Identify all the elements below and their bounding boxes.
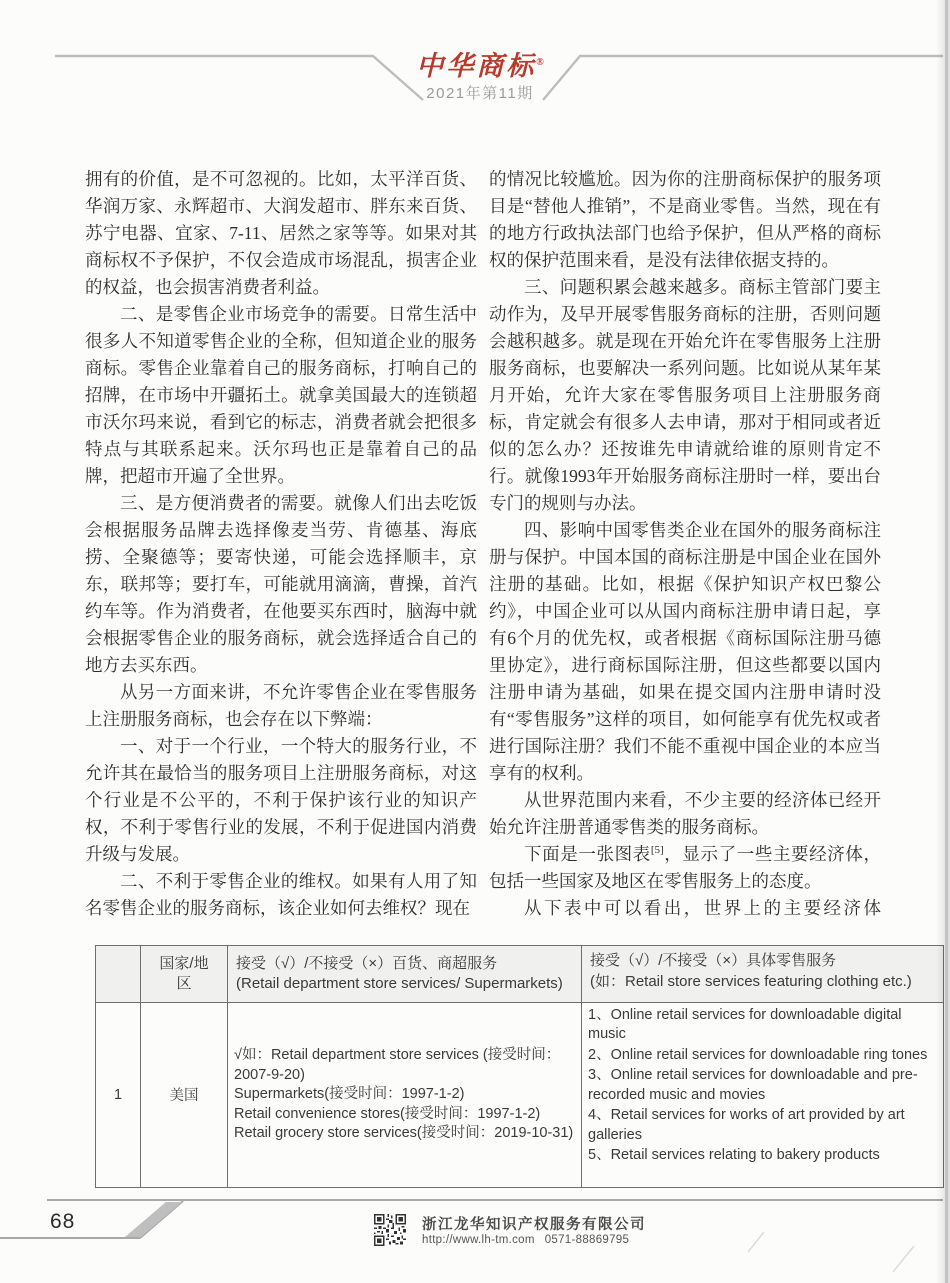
header-dept-line2: (Retail department store services/ Supermarkets) — [236, 974, 563, 992]
row-index-cell: 1 — [96, 1002, 141, 1187]
table-header-row — [96, 946, 944, 1003]
paragraph-text: ，显示了一些主要经济体，包括一些国家及地区在零售服务上的态度。 — [489, 844, 882, 891]
row-dept-cell — [228, 1002, 582, 1187]
header-specific-cell — [582, 946, 944, 1003]
body-paragraph: 二、不利于零售企业的维权。如果有人用了知名零售企业的服务商标，该企业如何去维权？现在 — [85, 871, 477, 918]
left-column — [85, 166, 477, 922]
paragraph-text: 下面是一张图表 — [524, 844, 651, 864]
publisher-contact — [422, 1234, 629, 1246]
footnote-ref: [5] — [650, 844, 664, 857]
header-specific-line2: (如：Retail store services featuring clothing etc.) — [590, 972, 912, 990]
body-paragraph: 的情况比较尴尬。因为你的注册商标保护的服务项目是“替他人推销”，不是商业零售。当然，现在有的地方行政执法部门也给予保护，但从严格的商标权的保护范围来看，是没有法律依据支持的。 — [489, 169, 881, 270]
specific-service-item: 3、Online retail services for downloadable and pre-recorded music and movies — [588, 1067, 918, 1103]
page-edge-line — [945, 0, 948, 1283]
row-country-cell: 美国 — [141, 1002, 228, 1187]
body-paragraph: 三、是方便消费者的需要。就像人们出去吃饭会根据服务品牌去选择像麦当劳、肯德基、海底捞、全聚德等；要寄快递，可能会选择顺丰，京东，联邦等；要打车，可能就用滴滴，曹操，首汽约车等。作为消费者，在他要买东西时，脑海中就会根据零售企业的服务商标，就会选择适合自己的地方去买东西。 — [85, 493, 477, 675]
specific-service-item: 5、Retail services relating to bakery products — [588, 1147, 880, 1164]
body-paragraph: 四、影响中国零售类企业在国外的服务商标注册与保护。中国本国的商标注册是中国企业在国外注册的基础。比如，根据《保护知识产权巴黎公约》，中国企业可以从国内商标注册申请日起，享有6个月的优先权，或者根据《商标国际注册马德里协定》，进行商标国际注册，但这些都要以国内注册申请为基础，如果在提交国内注册申请时没有“零售服务”这样的项目，如何能享有优先权或者进行国际注册？我们不能不重视中国企业的本应当享有的权利。 — [489, 520, 881, 783]
magazine-logo-text: 中华商标 — [416, 51, 537, 81]
table-row — [96, 1002, 944, 1187]
row-specific-cell — [582, 1002, 944, 1187]
page-number: 68 — [50, 1210, 76, 1233]
publisher-website: http://www.lh-tm.com — [422, 1234, 535, 1246]
specific-service-item: 1、Online retail services for downloadable digital music — [588, 1006, 902, 1043]
body-paragraph: 一、对于一个行业，一个特大的服务行业，不允许其在最恰当的服务项目上注册服务商标，对这个行业是不公平的，不利于保护该行业的知识产权，不利于零售行业的发展，不利于促进国内消费升级与发展。 — [85, 736, 477, 864]
publisher-phone: 0571-88869795 — [544, 1234, 630, 1246]
dept-service-item: √如：Retail department store services (接受时间：2007-9-20) — [234, 1047, 561, 1083]
qr-code — [374, 1214, 406, 1246]
header-country-line1: 国家/地 — [159, 955, 209, 973]
dept-service-item: Supermarkets(接受时间：1997-1-2) — [234, 1086, 465, 1103]
header-specific-line1: 接受（√）/不接受（×）具体零售服务 — [590, 952, 837, 969]
body-paragraph: 三、问题积累会越来越多。商标主管部门要主动作为，及早开展零售服务商标的注册，否则问题会越积越多。就是现在开始允许在零售服务上注册服务商标，也要解决一系列问题。比如说从某年某月开始，允许大家在零售服务项目上注册服务商标，肯定就会有很多人去申请，那对于相同或者近似的怎么办？还按谁先申请就给谁的原则肯定不行。就像1993年开始服务商标注册时一样，要出台专门的规则与办法。 — [489, 277, 881, 513]
header-dept-line1: 接受（√）/不接受（×）百货、商超服务 — [236, 955, 498, 973]
header-country-cell — [141, 946, 228, 1003]
body-paragraph: 从下表中可以看出，世界上的主要经济体 — [524, 898, 881, 918]
issue-number: 2021年第11期 — [426, 85, 534, 102]
dept-service-item: Retail convenience stores(接受时间：1997-1-2) — [234, 1105, 541, 1122]
body-paragraph: 拥有的价值，是不可忽视的。比如，太平洋百货、华润万家、永辉超市、大润发超市、胖东来百货、苏宁电器、宜家、7-11、居然之家等等。如果对其商标权不予保护，不仅会造成市场混乱，损害企业的权益，也会损害消费者利益。 — [85, 169, 477, 297]
header-country-line2: 区 — [176, 974, 192, 992]
body-paragraph: 二、是零售企业市场竞争的需要。日常生活中很多人不知道零售企业的全称，但知道企业的服务商标。零售企业靠着自己的服务商标，打响自己的招牌，在市场中开疆拓土。就拿美国最大的连锁超市沃尔玛来说，看到它的标志，消费者就会把很多特点与其联系起来。沃尔玛也正是靠着自己的品牌，把超市开遍了全世界。 — [85, 304, 477, 486]
body-paragraph: 从世界范围内来看，不少主要的经济体已经开始允许注册普通零售类的服务商标。 — [489, 790, 881, 837]
specific-service-item: 2、Online retail services for downloadable ring tones — [588, 1046, 928, 1063]
publisher-company-name: 浙江龙华知识产权服务有限公司 — [422, 1217, 646, 1233]
body-paragraph — [489, 841, 881, 895]
magazine-logo — [380, 44, 580, 83]
body-paragraph: 从另一方面来讲，不允许零售企业在零售服务上注册服务商标，也会存在以下弊端： — [85, 682, 477, 729]
right-column — [489, 166, 881, 922]
header-dept-cell — [228, 946, 582, 1003]
header-index-cell — [96, 946, 141, 1003]
dept-service-item: Retail grocery store services(接受时间：2019-10-31) — [234, 1125, 574, 1142]
retail-services-table — [95, 945, 944, 1188]
registered-mark: ® — [536, 57, 544, 68]
specific-service-item: 4、Retail services for works of art provided by art galleries — [588, 1107, 905, 1143]
